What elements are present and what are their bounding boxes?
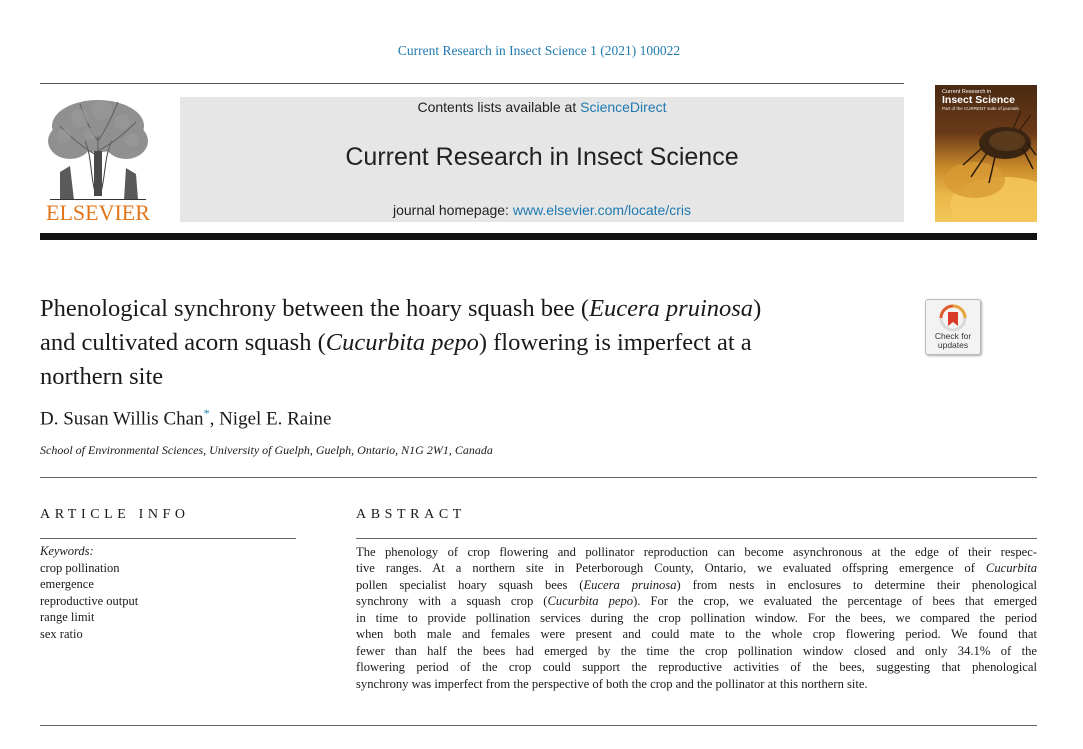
author-list bbox=[40, 406, 331, 430]
bottom-divider bbox=[40, 725, 1037, 726]
journal-homepage-link[interactable]: www.elsevier.com/locate/cris bbox=[512, 202, 692, 218]
abstract-text-run: when both male and females were present and could mate to the whole crop flowering period. We found that bbox=[356, 627, 1037, 642]
journal-title: Current Research in Insect Science bbox=[345, 143, 739, 171]
keyword-item: reproductive output bbox=[40, 593, 139, 608]
abstract-text-run: synchrony with a squash crop ( bbox=[356, 594, 548, 609]
cover-subtitle: Part of the CURRENT suite of journals bbox=[942, 106, 1019, 111]
homepage-prefix: journal homepage: bbox=[392, 202, 513, 218]
abstract-italic-run: Cucurbita bbox=[985, 561, 1037, 576]
keywords-label: Keywords: bbox=[40, 544, 94, 558]
author-separator: , bbox=[209, 408, 220, 430]
abstract-text bbox=[356, 544, 1037, 692]
abstract-text-run: tive ranges. At a northern site in Peterborough County, Ontario, we evaluated offspring emergence of bbox=[356, 561, 986, 576]
article-title bbox=[40, 292, 900, 394]
abstract-line bbox=[356, 610, 1037, 626]
abstract-text-run: pollen specialist hoary squash bees ( bbox=[356, 577, 584, 592]
title-species-italic: Cucurbita pepo bbox=[325, 329, 479, 356]
title-text: ) flowering is imperfect at a bbox=[478, 329, 752, 356]
elsevier-wordmark: ELSEVIER bbox=[46, 200, 150, 225]
title-text: ) bbox=[753, 295, 762, 322]
citation-link[interactable]: Current Research in Insect Science 1 (2021) 100022 bbox=[397, 43, 681, 58]
abstract-text-run: The phenology of crop flowering and pollinator reproduction can become asynchronous at the edge of their respec- bbox=[356, 545, 1037, 559]
title-text: northern site bbox=[40, 363, 164, 390]
sciencedirect-link[interactable]: ScienceDirect bbox=[580, 99, 667, 115]
abstract-rule bbox=[356, 538, 1037, 539]
abstract-line bbox=[356, 577, 1037, 593]
abstract-text-run: flowering period of the crop could support the reproductive activities of the bees, suggesting that phenological bbox=[356, 660, 1037, 675]
abstract-line bbox=[356, 544, 1037, 560]
section-divider bbox=[40, 477, 1037, 478]
author-name[interactable]: D. Susan Willis Chan bbox=[40, 408, 204, 430]
keyword-item: emergence bbox=[40, 577, 94, 591]
author-name[interactable]: Nigel E. Raine bbox=[219, 408, 332, 430]
homepage-line bbox=[180, 202, 904, 218]
abstract-text-run: ). For the crop, we evaluated the percentage of bees that emerged bbox=[633, 594, 1038, 609]
abstract-text-run: in time to provide pollination services during the crop pollination window. For the bees, we compared the period bbox=[356, 610, 1037, 625]
header-thick-rule bbox=[40, 233, 1037, 240]
abstract-text-run: ) from nests in enclosures to determine their phenological bbox=[676, 577, 1037, 592]
article-info-rule bbox=[40, 538, 296, 539]
check-for-updates-button[interactable] bbox=[925, 299, 981, 355]
check-updates-icon bbox=[939, 304, 967, 332]
check-updates-line1: Check for bbox=[934, 331, 972, 341]
contents-line bbox=[180, 99, 904, 115]
journal-cover-image[interactable] bbox=[935, 85, 1037, 222]
title-species-italic: Eucera pruinosa bbox=[589, 295, 754, 322]
journal-citation[interactable] bbox=[0, 43, 1078, 59]
author-affiliation: School of Environmental Sciences, University of Guelph, Guelph, Ontario, N1G 2W1, Canada bbox=[40, 443, 493, 457]
keyword-item: sex ratio bbox=[40, 626, 83, 641]
cover-title: Insect Science bbox=[942, 94, 1015, 106]
abstract-heading: ABSTRACT bbox=[356, 507, 466, 522]
abstract-line bbox=[356, 593, 1037, 609]
cover-small-text: Current Research in bbox=[942, 89, 992, 95]
cover-heading bbox=[942, 89, 1019, 111]
check-updates-line2: updates bbox=[937, 339, 969, 350]
abstract-line bbox=[356, 643, 1037, 659]
corresponding-author-mark[interactable]: * bbox=[203, 406, 210, 420]
keywords-list bbox=[40, 543, 138, 642]
abstract-text-run: synchrony was imperfect from the perspective of both the crop and the pollinator at this northern site. bbox=[356, 676, 868, 691]
abstract-line bbox=[356, 626, 1037, 642]
abstract-line bbox=[356, 560, 1037, 576]
abstract-line bbox=[356, 659, 1037, 675]
check-updates-label bbox=[926, 332, 980, 349]
abstract-italic-run: Cucurbita pepo bbox=[547, 594, 634, 609]
article-info-heading: ARTICLE INFO bbox=[40, 507, 190, 522]
title-text: Phenological synchrony between the hoary squash bee ( bbox=[40, 295, 590, 322]
citation-divider bbox=[40, 83, 904, 84]
keyword-item: range limit bbox=[40, 610, 95, 624]
abstract-line bbox=[356, 676, 1037, 692]
keyword-item: crop pollination bbox=[40, 560, 120, 575]
title-text: and cultivated acorn squash ( bbox=[40, 329, 326, 356]
journal-header-box bbox=[180, 97, 904, 222]
abstract-italic-run: Eucera pruinosa bbox=[583, 577, 677, 592]
contents-prefix: Contents lists available at bbox=[417, 99, 581, 115]
abstract-text-run: fewer than half the bees had emerged by the time the crop pollination window closed and only 34.1% of the bbox=[356, 643, 1037, 658]
